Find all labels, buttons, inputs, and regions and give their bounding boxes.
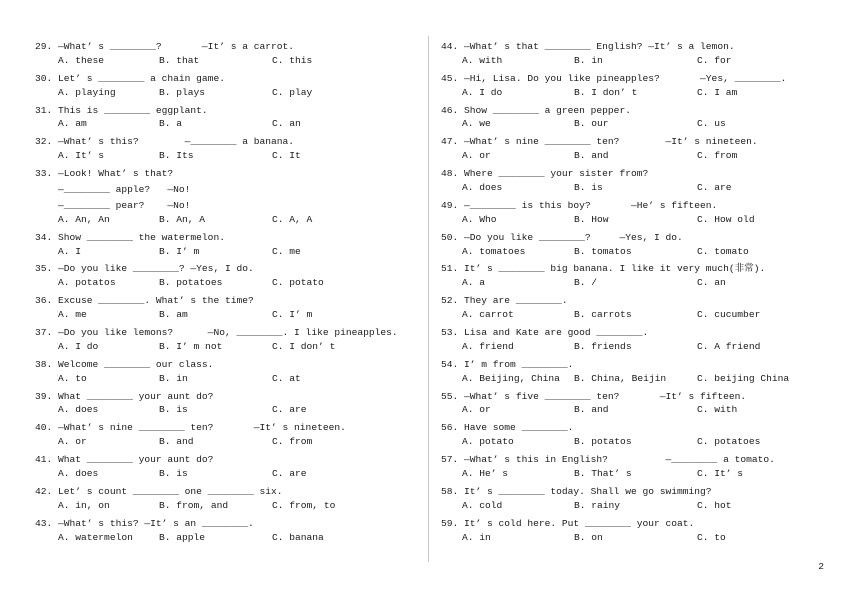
answer-option: A. friend — [462, 340, 514, 352]
question-stem — [441, 134, 841, 150]
question-number: 57. — [441, 454, 459, 466]
answer-option: C. me — [272, 245, 301, 257]
question-item — [35, 516, 415, 548]
answer-option: B. is — [574, 182, 603, 194]
question-text: It’ s ________ today. Shall we go swimming? — [464, 485, 712, 497]
answer-option: B. and — [574, 150, 609, 162]
answer-option: C. A, A — [272, 213, 313, 225]
question-text: Show ________ the watermelon. — [58, 231, 225, 243]
answer-option: A. me — [58, 309, 87, 321]
question-number: 35. — [35, 263, 53, 275]
answer-options — [441, 214, 841, 230]
answer-option: C. this — [272, 54, 313, 66]
question-item — [35, 420, 415, 452]
answer-option: C. banana — [272, 531, 324, 543]
answer-option: A. these — [58, 54, 105, 66]
answer-option: A. Who — [462, 213, 497, 225]
answer-option: C. tomato — [697, 245, 749, 257]
question-number: 47. — [441, 136, 459, 148]
question-stem-continued — [35, 182, 415, 198]
answer-option: B. China, Beijin — [574, 372, 667, 384]
question-stem-continued — [35, 198, 415, 214]
answer-option: B. is — [159, 404, 188, 416]
answer-options — [441, 500, 841, 516]
answer-option: B. friends — [574, 340, 632, 352]
answer-option: B. rainy — [574, 499, 621, 511]
question-number: 48. — [441, 168, 459, 180]
question-number: 34. — [35, 231, 53, 243]
question-number: 30. — [35, 72, 53, 84]
question-item — [441, 516, 841, 548]
answer-option: A. I do — [462, 86, 503, 98]
question-text: Show ________ a green pepper. — [464, 104, 631, 116]
answer-option: C. play — [272, 86, 313, 98]
answer-option: A. am — [58, 118, 87, 130]
question-item — [441, 452, 841, 484]
answer-option: A. a — [462, 277, 486, 289]
answer-option: B. An, A — [159, 213, 206, 225]
question-stem — [441, 71, 841, 87]
question-stem — [35, 166, 415, 182]
answer-option: A. does — [58, 404, 99, 416]
answer-options — [35, 500, 415, 516]
question-stem — [35, 389, 415, 405]
question-stem — [35, 134, 415, 150]
question-number: 55. — [441, 390, 459, 402]
answer-option: B. from, and — [159, 499, 229, 511]
question-item — [441, 198, 841, 230]
question-number: 43. — [35, 517, 53, 529]
answer-options — [35, 277, 415, 293]
answer-option: A. It’ s — [58, 150, 105, 162]
question-number: 59. — [441, 517, 459, 529]
question-text: Welcome ________ our class. — [58, 358, 214, 370]
question-text: —________ pear? —No! — [58, 199, 191, 211]
answer-option: A. An, An — [58, 213, 110, 225]
question-text: I’ m from ________. — [464, 358, 574, 370]
question-stem — [441, 103, 841, 119]
answer-option: B. and — [159, 436, 194, 448]
answer-option: A. Beijing, China — [462, 372, 560, 384]
answer-option: A. or — [462, 404, 491, 416]
question-text: Lisa and Kate are good ________. — [464, 327, 649, 339]
answer-options — [441, 182, 841, 198]
question-text: It’ s ________ big banana. I like it very much(非常). — [464, 263, 766, 275]
answer-option: C. at — [272, 372, 301, 384]
answer-options — [35, 404, 415, 420]
answer-option: B. on — [574, 531, 603, 543]
answer-options — [35, 436, 415, 452]
answer-options — [35, 214, 415, 230]
answer-option: C. I’ m — [272, 309, 313, 321]
question-stem — [441, 198, 841, 214]
question-item — [441, 389, 841, 421]
answer-option: C. cucumber — [697, 309, 761, 321]
question-stem — [441, 325, 841, 341]
question-text: —What’ s ________? —It’ s a carrot. — [58, 41, 295, 52]
question-number: 41. — [35, 454, 53, 466]
answer-options — [35, 55, 415, 71]
question-item — [441, 39, 841, 71]
question-number: 32. — [35, 136, 53, 148]
question-item — [35, 134, 415, 166]
answer-options — [441, 246, 841, 262]
question-text: Have some ________. — [464, 422, 574, 434]
answer-option: B. in — [159, 372, 188, 384]
question-stem — [35, 230, 415, 246]
question-stem — [441, 39, 841, 55]
answer-option: C. potato — [272, 277, 324, 289]
answer-options — [441, 55, 841, 71]
answer-options — [441, 436, 841, 452]
answer-option: B. and — [574, 404, 609, 416]
answer-option: A. or — [462, 150, 491, 162]
question-item — [35, 389, 415, 421]
page-number: 2 — [818, 561, 824, 572]
answer-option: A. does — [462, 182, 503, 194]
answer-option: A. cold — [462, 499, 503, 511]
answer-options — [35, 246, 415, 262]
question-stem — [441, 230, 841, 246]
question-text: —What’ s nine ________ ten? —It’ s nineteen. — [464, 136, 758, 148]
answer-option: C. an — [697, 277, 726, 289]
question-text: —Hi, Lisa. Do you like pineapples? —Yes, ________. — [464, 72, 787, 84]
answer-option: A. potatos — [58, 277, 116, 289]
question-item — [441, 230, 841, 262]
answer-option: B. in — [574, 54, 603, 66]
question-number: 56. — [441, 422, 459, 434]
question-number: 46. — [441, 104, 459, 116]
question-number: 39. — [35, 390, 53, 402]
question-item — [35, 357, 415, 389]
question-stem — [441, 484, 841, 500]
answer-option: C. to — [697, 531, 726, 543]
answer-option: B. carrots — [574, 309, 632, 321]
question-number: 31. — [35, 104, 53, 116]
answer-option: B. a — [159, 118, 183, 130]
answer-options — [441, 532, 841, 548]
question-text: —What’ s this? —It’ s an ________. — [58, 517, 254, 529]
question-text: —________ is this boy? —He’ s fifteen. — [464, 199, 718, 211]
question-item — [35, 452, 415, 484]
question-stem — [35, 71, 415, 87]
question-stem — [35, 39, 415, 55]
answer-option: A. I — [58, 245, 82, 257]
answer-option: C. I am — [697, 86, 738, 98]
question-text: —Do you like ________? —Yes, I do. — [58, 263, 254, 275]
answer-option: C. are — [697, 182, 732, 194]
question-item — [441, 261, 841, 293]
question-item — [35, 71, 415, 103]
question-stem — [35, 103, 415, 119]
question-item — [35, 39, 415, 71]
answer-options — [35, 150, 415, 166]
answer-option: C. are — [272, 404, 307, 416]
answer-option: B. am — [159, 309, 188, 321]
question-number: 58. — [441, 485, 459, 497]
answer-option: C. for — [697, 54, 732, 66]
question-number: 54. — [441, 358, 459, 370]
question-stem — [35, 325, 415, 341]
question-item — [35, 325, 415, 357]
answer-options — [441, 87, 841, 103]
answer-option: A. potato — [462, 436, 514, 448]
answer-option: C. from — [697, 150, 738, 162]
right-column — [441, 39, 841, 548]
question-text: —Do you like lemons? —No, ________. I like pineapples. — [58, 327, 398, 339]
question-text: —What’ s this in English? —________ a tomato. — [464, 454, 775, 466]
question-stem — [441, 420, 841, 436]
question-stem — [35, 516, 415, 532]
question-stem — [441, 452, 841, 468]
answer-option: A. to — [58, 372, 87, 384]
question-item — [35, 484, 415, 516]
question-item — [441, 166, 841, 198]
answer-option: B. apple — [159, 531, 206, 543]
question-item — [35, 103, 415, 135]
answer-option: A. does — [58, 468, 99, 480]
question-number: 44. — [441, 41, 459, 52]
question-number: 36. — [35, 295, 53, 307]
question-text: What ________ your aunt do? — [58, 390, 214, 402]
answer-option: B. I’ m — [159, 245, 200, 257]
answer-options — [35, 373, 415, 389]
answer-options — [35, 309, 415, 325]
answer-option: B. / — [574, 277, 598, 289]
answer-option: A. in, on — [58, 499, 110, 511]
question-text: Let’ s ________ a chain game. — [58, 72, 225, 84]
question-stem — [441, 293, 841, 309]
answer-option: A. in — [462, 531, 491, 543]
question-item — [441, 325, 841, 357]
question-stem — [35, 357, 415, 373]
answer-options — [441, 373, 841, 389]
answer-option: A. carrot — [462, 309, 514, 321]
question-text: —What’ s nine ________ ten? —It’ s nineteen. — [58, 422, 346, 434]
question-text: —What’ s this? —________ a banana. — [58, 136, 295, 148]
answer-option: A. we — [462, 118, 491, 130]
question-item — [441, 71, 841, 103]
question-stem — [35, 420, 415, 436]
answer-option: C. are — [272, 468, 307, 480]
answer-options — [441, 118, 841, 134]
question-text: It’ s cold here. Put ________ your coat. — [464, 517, 695, 529]
question-text: They are ________. — [464, 295, 568, 307]
question-number: 37. — [35, 327, 53, 339]
question-number: 38. — [35, 358, 53, 370]
question-item — [441, 484, 841, 516]
answer-option: B. Its — [159, 150, 194, 162]
question-item — [441, 420, 841, 452]
question-stem — [35, 293, 415, 309]
question-stem — [35, 484, 415, 500]
answer-option: C. I don’ t — [272, 340, 336, 352]
answer-option: A. He’ s — [462, 468, 509, 480]
answer-option: C. A friend — [697, 340, 761, 352]
answer-option: C. with — [697, 404, 738, 416]
answer-option: C. How old — [697, 213, 755, 225]
question-number: 52. — [441, 295, 459, 307]
answer-option: B. How — [574, 213, 609, 225]
question-text: —Look! What’ s that? — [58, 168, 174, 180]
answer-option: B. I don’ t — [574, 86, 638, 98]
answer-option: B. That’ s — [574, 468, 632, 480]
question-text: This is ________ eggplant. — [58, 104, 208, 116]
answer-option: C. It’ s — [697, 468, 744, 480]
answer-option: C. us — [697, 118, 726, 130]
question-item — [35, 293, 415, 325]
question-item — [35, 230, 415, 262]
question-text: —What’ s that ________ English? —It’ s a lemon. — [464, 41, 735, 52]
answer-option: C. hot — [697, 499, 732, 511]
question-stem — [35, 452, 415, 468]
question-text: Where ________ your sister from? — [464, 168, 649, 180]
question-number: 51. — [441, 263, 459, 275]
answer-option: A. with — [462, 54, 503, 66]
answer-options — [35, 468, 415, 484]
answer-options — [35, 118, 415, 134]
answer-option: A. tomatoes — [462, 245, 526, 257]
answer-options — [441, 150, 841, 166]
question-text: What ________ your aunt do? — [58, 454, 214, 466]
answer-options — [35, 341, 415, 357]
question-text: —What’ s five ________ ten? —It’ s fifteen. — [464, 390, 747, 402]
question-stem — [441, 261, 841, 277]
question-number: 53. — [441, 327, 459, 339]
question-item — [441, 134, 841, 166]
answer-option: A. watermelon — [58, 531, 133, 543]
question-item — [441, 357, 841, 389]
answer-option: B. I’ m not — [159, 340, 223, 352]
question-text: Let’ s count ________ one ________ six. — [58, 485, 283, 497]
answer-option: A. or — [58, 436, 87, 448]
answer-options — [441, 341, 841, 357]
answer-options — [441, 277, 841, 293]
question-stem — [441, 357, 841, 373]
question-number: 40. — [35, 422, 53, 434]
question-number: 50. — [441, 231, 459, 243]
answer-option: A. I do — [58, 340, 99, 352]
answer-option: C. potatoes — [697, 436, 761, 448]
question-number: 45. — [441, 72, 459, 84]
question-item — [35, 261, 415, 293]
left-column — [35, 39, 415, 548]
answer-option: B. that — [159, 54, 200, 66]
answer-option: C. It — [272, 150, 301, 162]
question-number: 29. — [35, 41, 53, 52]
column-divider — [428, 36, 429, 562]
answer-options — [441, 468, 841, 484]
question-number: 42. — [35, 485, 53, 497]
answer-option: B. potatoes — [159, 277, 223, 289]
question-number: 49. — [441, 199, 459, 211]
question-stem — [441, 166, 841, 182]
answer-option: C. from, to — [272, 499, 336, 511]
answer-option: B. potatos — [574, 436, 632, 448]
question-item — [35, 166, 415, 230]
question-stem — [441, 516, 841, 532]
answer-option: B. is — [159, 468, 188, 480]
question-text: —________ apple? —No! — [58, 184, 191, 196]
answer-options — [35, 532, 415, 548]
answer-option: C. beijing China — [697, 372, 790, 384]
question-stem — [35, 261, 415, 277]
answer-option: B. plays — [159, 86, 206, 98]
answer-option: B. tomatos — [574, 245, 632, 257]
question-stem — [441, 389, 841, 405]
answer-option: A. playing — [58, 86, 116, 98]
question-text: —Do you like ________? —Yes, I do. — [464, 231, 683, 243]
answer-option: C. an — [272, 118, 301, 130]
question-text: Excuse ________. What’ s the time? — [58, 295, 254, 307]
answer-options — [35, 87, 415, 103]
question-item — [441, 103, 841, 135]
answer-options — [441, 404, 841, 420]
answer-options — [441, 309, 841, 325]
answer-option: C. from — [272, 436, 313, 448]
question-number: 33. — [35, 168, 53, 180]
question-item — [441, 293, 841, 325]
answer-option: B. our — [574, 118, 609, 130]
